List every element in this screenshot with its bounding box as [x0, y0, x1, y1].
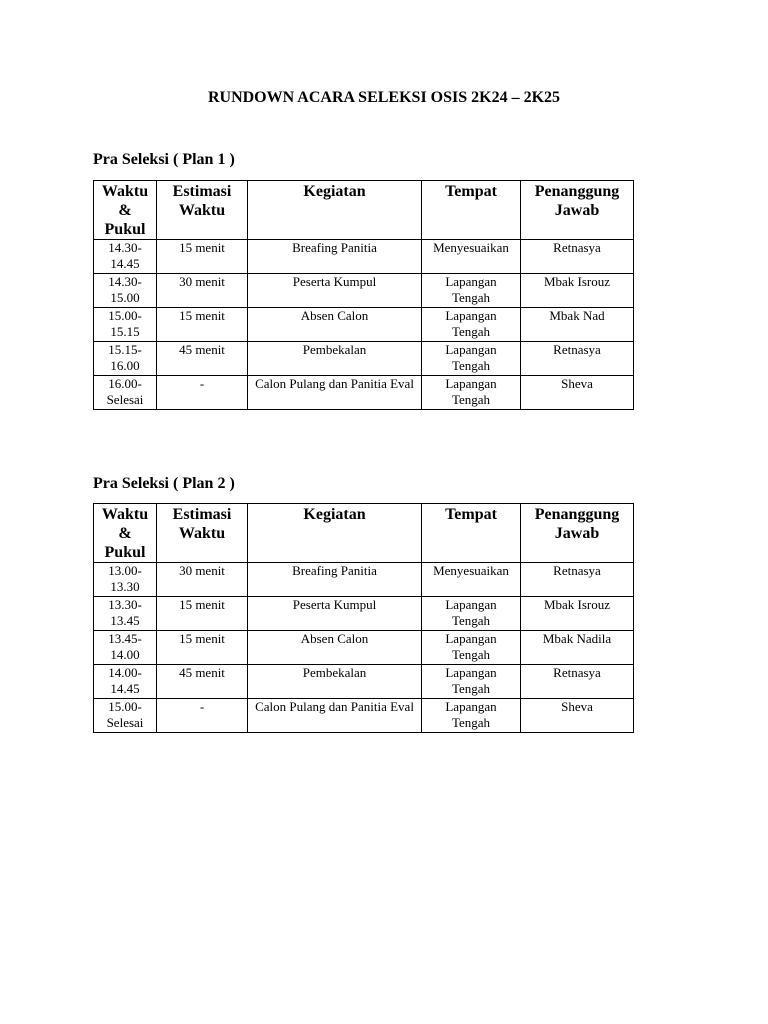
- cell-place: Lapangan Tengah: [422, 308, 521, 342]
- header-waktu: Waktu & Pukul: [94, 504, 157, 563]
- cell-pic: Mbak Nadila: [521, 631, 634, 665]
- table-row: [94, 563, 634, 597]
- cell-activity: Absen Calon: [248, 308, 422, 342]
- cell-pic: Retnasya: [521, 342, 634, 376]
- cell-activity: Calon Pulang dan Panitia Eval: [248, 699, 422, 733]
- cell-duration: 15 menit: [157, 240, 248, 274]
- table-row: [94, 699, 634, 733]
- cell-duration: -: [157, 376, 248, 410]
- cell-place: Lapangan Tengah: [422, 342, 521, 376]
- cell-activity: Pembekalan: [248, 342, 422, 376]
- cell-time: 14.30-15.00: [94, 274, 157, 308]
- cell-time: 15.15-16.00: [94, 342, 157, 376]
- cell-duration: 15 menit: [157, 631, 248, 665]
- cell-duration: -: [157, 699, 248, 733]
- table-row: [94, 631, 634, 665]
- header-waktu: Waktu & Pukul: [94, 181, 157, 240]
- cell-pic: Sheva: [521, 699, 634, 733]
- cell-place: Lapangan Tengah: [422, 274, 521, 308]
- cell-pic: Retnasya: [521, 563, 634, 597]
- cell-place: Lapangan Tengah: [422, 597, 521, 631]
- cell-place: Lapangan Tengah: [422, 699, 521, 733]
- cell-activity: Breafing Panitia: [248, 563, 422, 597]
- cell-activity: Absen Calon: [248, 631, 422, 665]
- table-row: [94, 240, 634, 274]
- document-title: RUNDOWN ACARA SELEKSI OSIS 2K24 – 2K25: [207, 89, 561, 106]
- cell-time: 16.00-Selesai: [94, 376, 157, 410]
- header-estimasi: Estimasi Waktu: [157, 504, 248, 563]
- plan-1-heading: Pra Seleksi ( Plan 1 ): [93, 151, 235, 168]
- cell-duration: 45 menit: [157, 342, 248, 376]
- cell-place: Menyesuaikan: [422, 563, 521, 597]
- plan-2-heading: Pra Seleksi ( Plan 2 ): [93, 475, 235, 492]
- cell-activity: Breafing Panitia: [248, 240, 422, 274]
- cell-duration: 15 menit: [157, 597, 248, 631]
- table-row: [94, 665, 634, 699]
- table-row: [94, 274, 634, 308]
- header-kegiatan: Kegiatan: [248, 504, 422, 563]
- header-penanggung-jawab: Penanggung Jawab: [521, 504, 634, 563]
- cell-time: 13.30-13.45: [94, 597, 157, 631]
- cell-place: Lapangan Tengah: [422, 376, 521, 410]
- cell-pic: Sheva: [521, 376, 634, 410]
- cell-duration: 45 menit: [157, 665, 248, 699]
- table-row: [94, 308, 634, 342]
- cell-duration: 15 menit: [157, 308, 248, 342]
- cell-time: 14.00-14.45: [94, 665, 157, 699]
- table-header-row: [94, 181, 634, 240]
- cell-time: 15.00-15.15: [94, 308, 157, 342]
- table-row: [94, 376, 634, 410]
- cell-activity: Pembekalan: [248, 665, 422, 699]
- header-penanggung-jawab: Penanggung Jawab: [521, 181, 634, 240]
- cell-time: 13.45-14.00: [94, 631, 157, 665]
- header-tempat: Tempat: [422, 504, 521, 563]
- cell-time: 13.00-13.30: [94, 563, 157, 597]
- cell-pic: Mbak Isrouz: [521, 274, 634, 308]
- cell-pic: Mbak Nad: [521, 308, 634, 342]
- cell-place: Lapangan Tengah: [422, 631, 521, 665]
- table-row: [94, 342, 634, 376]
- cell-pic: Mbak Isrouz: [521, 597, 634, 631]
- table-row: [94, 597, 634, 631]
- header-kegiatan: Kegiatan: [248, 181, 422, 240]
- cell-place: Menyesuaikan: [422, 240, 521, 274]
- cell-duration: 30 menit: [157, 274, 248, 308]
- cell-activity: Peserta Kumpul: [248, 274, 422, 308]
- cell-pic: Retnasya: [521, 665, 634, 699]
- cell-activity: Peserta Kumpul: [248, 597, 422, 631]
- cell-duration: 30 menit: [157, 563, 248, 597]
- cell-pic: Retnasya: [521, 240, 634, 274]
- header-tempat: Tempat: [422, 181, 521, 240]
- table-header-row: [94, 504, 634, 563]
- cell-time: 14.30-14.45: [94, 240, 157, 274]
- plan-1-table: [93, 180, 634, 410]
- header-estimasi: Estimasi Waktu: [157, 181, 248, 240]
- plan-2-table: [93, 503, 634, 733]
- cell-time: 15.00-Selesai: [94, 699, 157, 733]
- cell-place: Lapangan Tengah: [422, 665, 521, 699]
- cell-activity: Calon Pulang dan Panitia Eval: [248, 376, 422, 410]
